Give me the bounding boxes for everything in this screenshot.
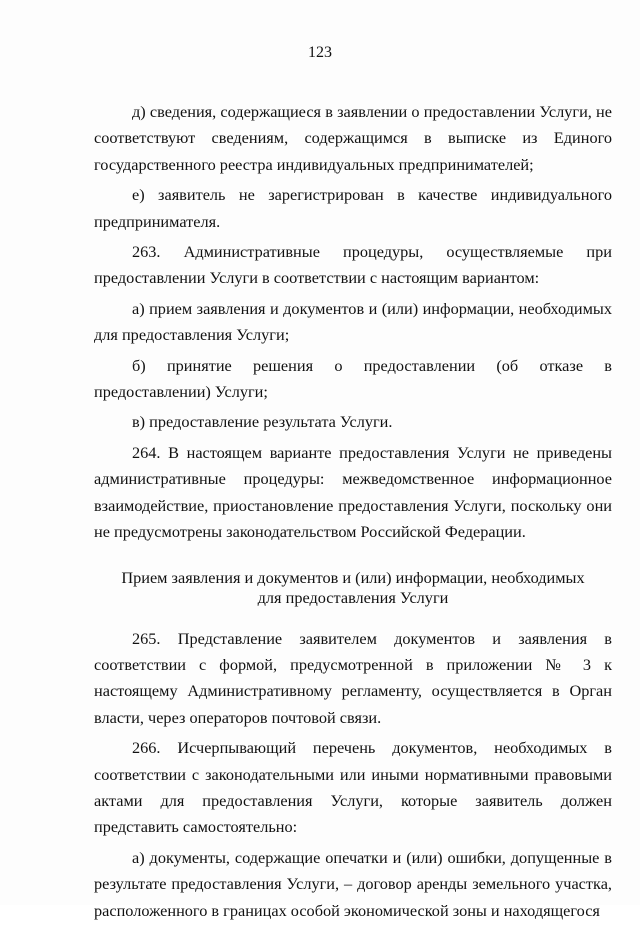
paragraph-d: д) сведения, содержащиеся в заявлении о предоставлении Услуги, не соответствуют сведениям, содержащимся в выписке из Единого государственного реестра индивидуальных предпринимателей; xyxy=(94,102,612,174)
paragraph-266-a: а) документы, содержащие опечатки и (или) ошибки, допущенные в результате предоставления Услуги, – договор аренды земельного участка, расположенного в границах особой экономической зоны и находящегося xyxy=(94,847,612,920)
paragraph-266: 266. Исчерпывающий перечень документов, необходимых в соответствии с законодательными или иными нормативными правовыми актами для предоставления Услуги, которые заявитель должен представить самостоятельно: xyxy=(94,738,612,837)
section-heading-line1: Прием заявления и документов и (или) информации, необходимых xyxy=(121,567,585,587)
paragraph-263-v: в) предоставление результата Услуги. xyxy=(132,412,393,432)
paragraph-263: 263. Административные процедуры, осуществляемые при предоставлении Услуги в соответствии с настоящим вариантом: xyxy=(94,242,612,288)
paragraph-264: 264. В настоящем варианте предоставления Услуги не приведены административные процедуры: межведомственное информационное взаимодействие, приостановление предоставления Услуги, поскольку они не предусмотрены законодательством Российской Федерации. xyxy=(94,442,612,542)
section-heading-line2: для предоставления Услуги xyxy=(257,587,449,607)
paragraph-265: 265. Представление заявителем документов и заявления в соответствии с формой, предусмотренной в приложении № 3 к настоящему Административному регламенту, осуществляется в Орган власти, через операторов почтовой связи. xyxy=(94,628,612,727)
page-number: 123 xyxy=(308,44,332,61)
section-heading xyxy=(94,568,612,608)
paragraph-263-a: а) прием заявления и документов и (или) информации, необходимых для предоставления Услуги; xyxy=(94,298,612,345)
paragraph-e: е) заявитель не зарегистрирован в качестве индивидуального предпринимателя. xyxy=(94,185,612,231)
document-body xyxy=(94,99,612,928)
paragraph-263-b: б) принятие решения о предоставлении (об отказе в предоставлении) Услуги; xyxy=(94,355,612,402)
